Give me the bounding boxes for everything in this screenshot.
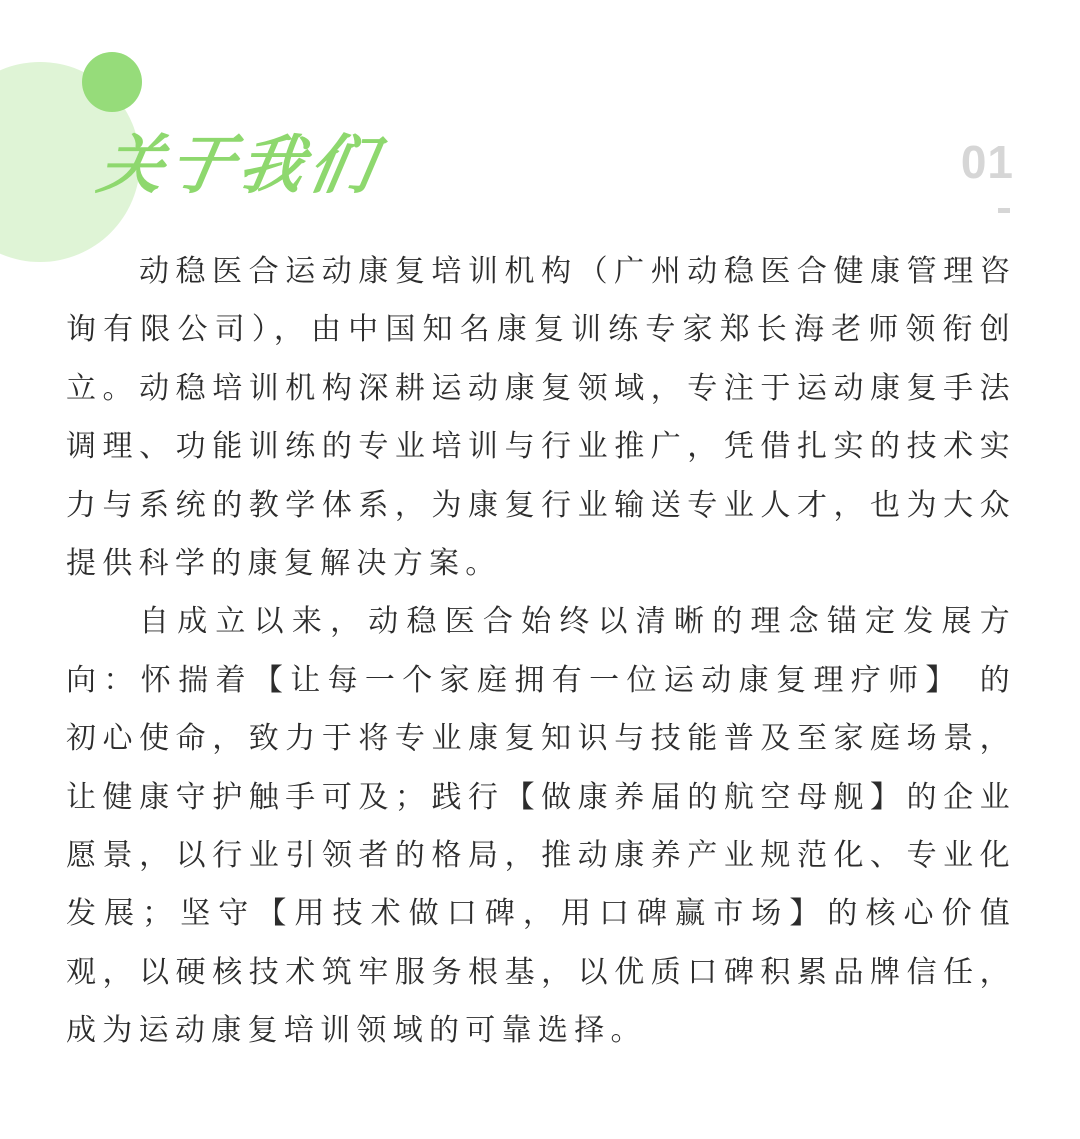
paragraph-mission: 自成立以来，动稳医合始终以清晰的理念锚定发展方向：怀揣着【让每一个家庭拥有一位运动康复理疗师】 的初心使命，致力于将专业康复知识与技能普及至家庭场景，让健康守护触手可及；践行【做康养届的航空母舰】的企业愿景，以行业引领者的格局，推动康养产业规范化、专业化发展；坚守【用技术做口碑，用口碑赢市场】的核心价值观，以硬核技术筑牢服务根基，以优质口碑积累品牌信任，成为运动康复培训领域的可靠选择。 xyxy=(66,604,1016,1049)
paragraph-intro: 动稳医合运动康复培训机构（广州动稳医合健康管理咨询有限公司），由中国知名康复训练专家郑长海老师领衔创立。动稳培训机构深耕运动康复领域，专注于运动康复手法调理、功能训练的专业培训与行业推广，凭借扎实的技术实力与系统的教学体系，为康复行业输送专业人才，也为大众提供科学的康复解决方案。 xyxy=(66,254,1016,582)
decorative-circle-small xyxy=(82,52,142,112)
section-number: 01 xyxy=(960,136,1014,188)
section-title: 关于我们 xyxy=(92,129,386,203)
number-underline xyxy=(998,208,1010,213)
about-content xyxy=(66,243,1016,1061)
